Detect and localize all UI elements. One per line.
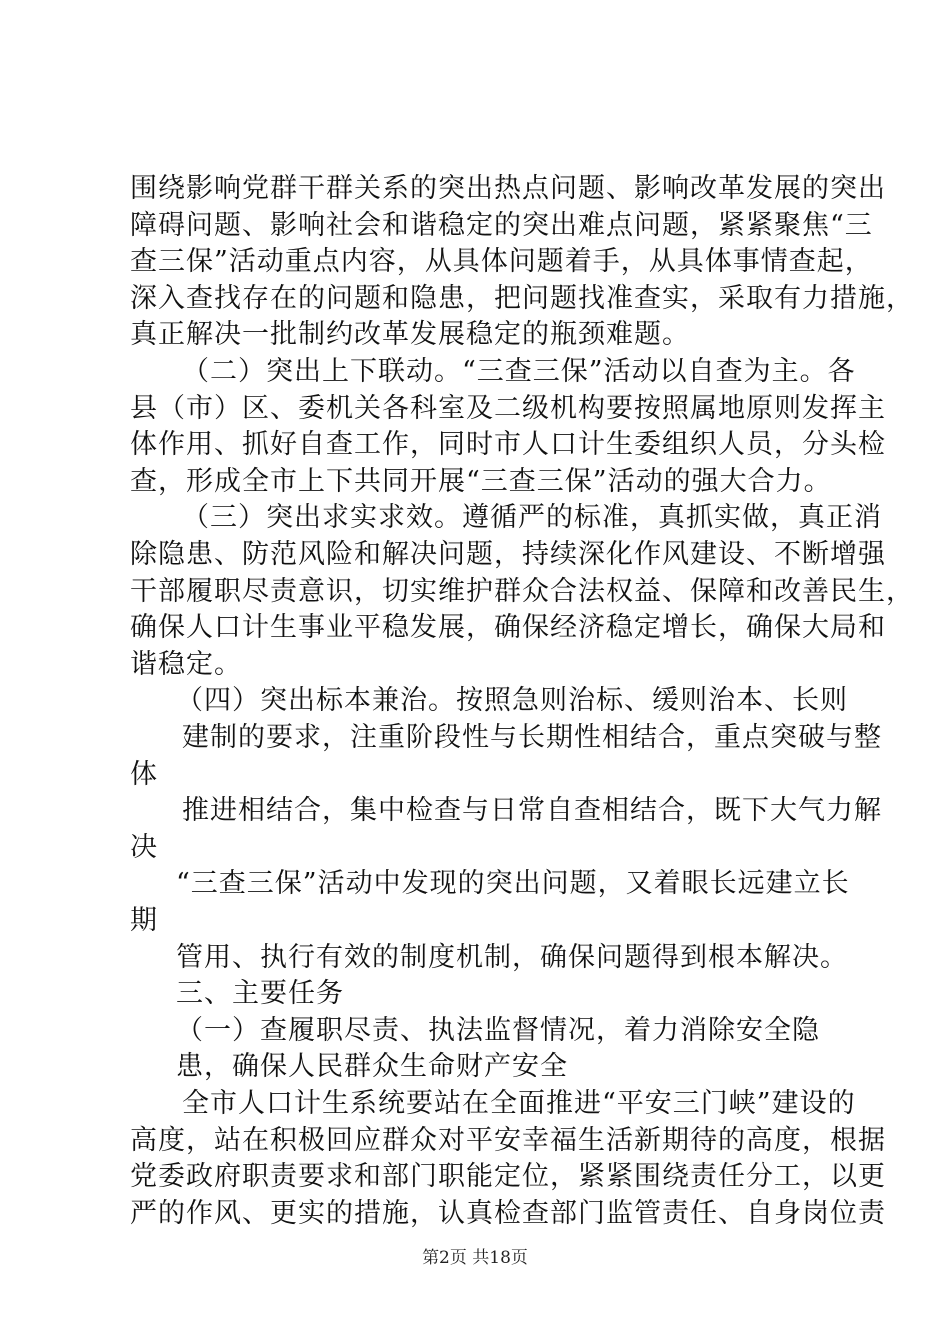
text-line: 党委政府职责要求和部门职能定位，紧紧围绕责任分工，以更 <box>130 1161 886 1193</box>
subsection-heading: 患，确保人民群众生命财产安全 <box>176 1051 568 1083</box>
text-line: 严的作风、更实的措施，认真检查部门监管责任、自身岗位责 <box>130 1197 886 1229</box>
text-line: （三）突出求实求效。遵循严的标准，真抓实做，真正消 <box>182 502 882 534</box>
text-line: 县（市）区、委机关各科室及二级机构要按照属地原则发挥主 <box>130 392 886 424</box>
text-line: 全市人口计生系统要站在全面推进“平安三门峡”建设的 <box>182 1088 856 1119</box>
text-line: 确保人口计生事业平稳发展，确保经济稳定增长，确保大局和 <box>130 612 886 644</box>
text-line: “三查三保”活动中发现的突出问题，又着眼长远建立长 <box>176 868 850 900</box>
text-line: 推进相结合，集中检查与日常自查相结合，既下大气力解 <box>182 795 882 827</box>
text-line: 除隐患、防范风险和解决问题，持续深化作风建设、不断增强 <box>130 539 886 570</box>
text-line: 干部履职尽责意识，切实维护群众合法权益、保障和改善民生， <box>130 575 914 607</box>
text-line: 真正解决一批制约改革发展稳定的瓶颈难题。 <box>130 319 690 351</box>
section-heading: 三、主要任务 <box>176 978 344 1010</box>
text-line: 体作用、抓好自查工作，同时市人口计生委组织人员，分头检 <box>130 429 886 461</box>
text-line: 建制的要求，注重阶段性与长期性相结合，重点突破与整 <box>182 722 882 753</box>
text-line: 围绕影响党群干群关系的突出热点问题、影响改革发展的突出 <box>130 173 886 204</box>
text-line: （四）突出标本兼治。按照急则治标、缓则治本、长则 <box>176 685 848 717</box>
text-line: 管用、执行有效的制度机制，确保问题得到根本解决。 <box>176 941 848 973</box>
page-number-footer: 第2页 共18页 <box>422 1248 528 1268</box>
text-line: 谐稳定。 <box>130 648 242 680</box>
text-line: 障碍问题、影响社会和谐稳定的突出难点问题，紧紧聚焦“三 <box>130 209 873 241</box>
text-line: 深入查找存在的问题和隐患，把问题找准查实，采取有力措施， <box>130 282 914 314</box>
text-line: 高度，站在积极回应群众对平安幸福生活新期待的高度，根据 <box>130 1124 886 1156</box>
text-line: 体 <box>130 758 158 790</box>
text-line: 查三保”活动重点内容，从具体问题着手，从具体事情查起， <box>130 246 873 278</box>
subsection-heading: （一）查履职尽责、执法监督情况，着力消除安全隐 <box>176 1014 820 1046</box>
text-line: 期 <box>130 905 158 936</box>
text-line: 决 <box>130 831 158 863</box>
text-line: 查，形成全市上下共同开展“三查三保”活动的强大合力。 <box>130 465 832 497</box>
text-line: （二）突出上下联动。“三查三保”活动以自查为主。各 <box>182 356 856 387</box>
